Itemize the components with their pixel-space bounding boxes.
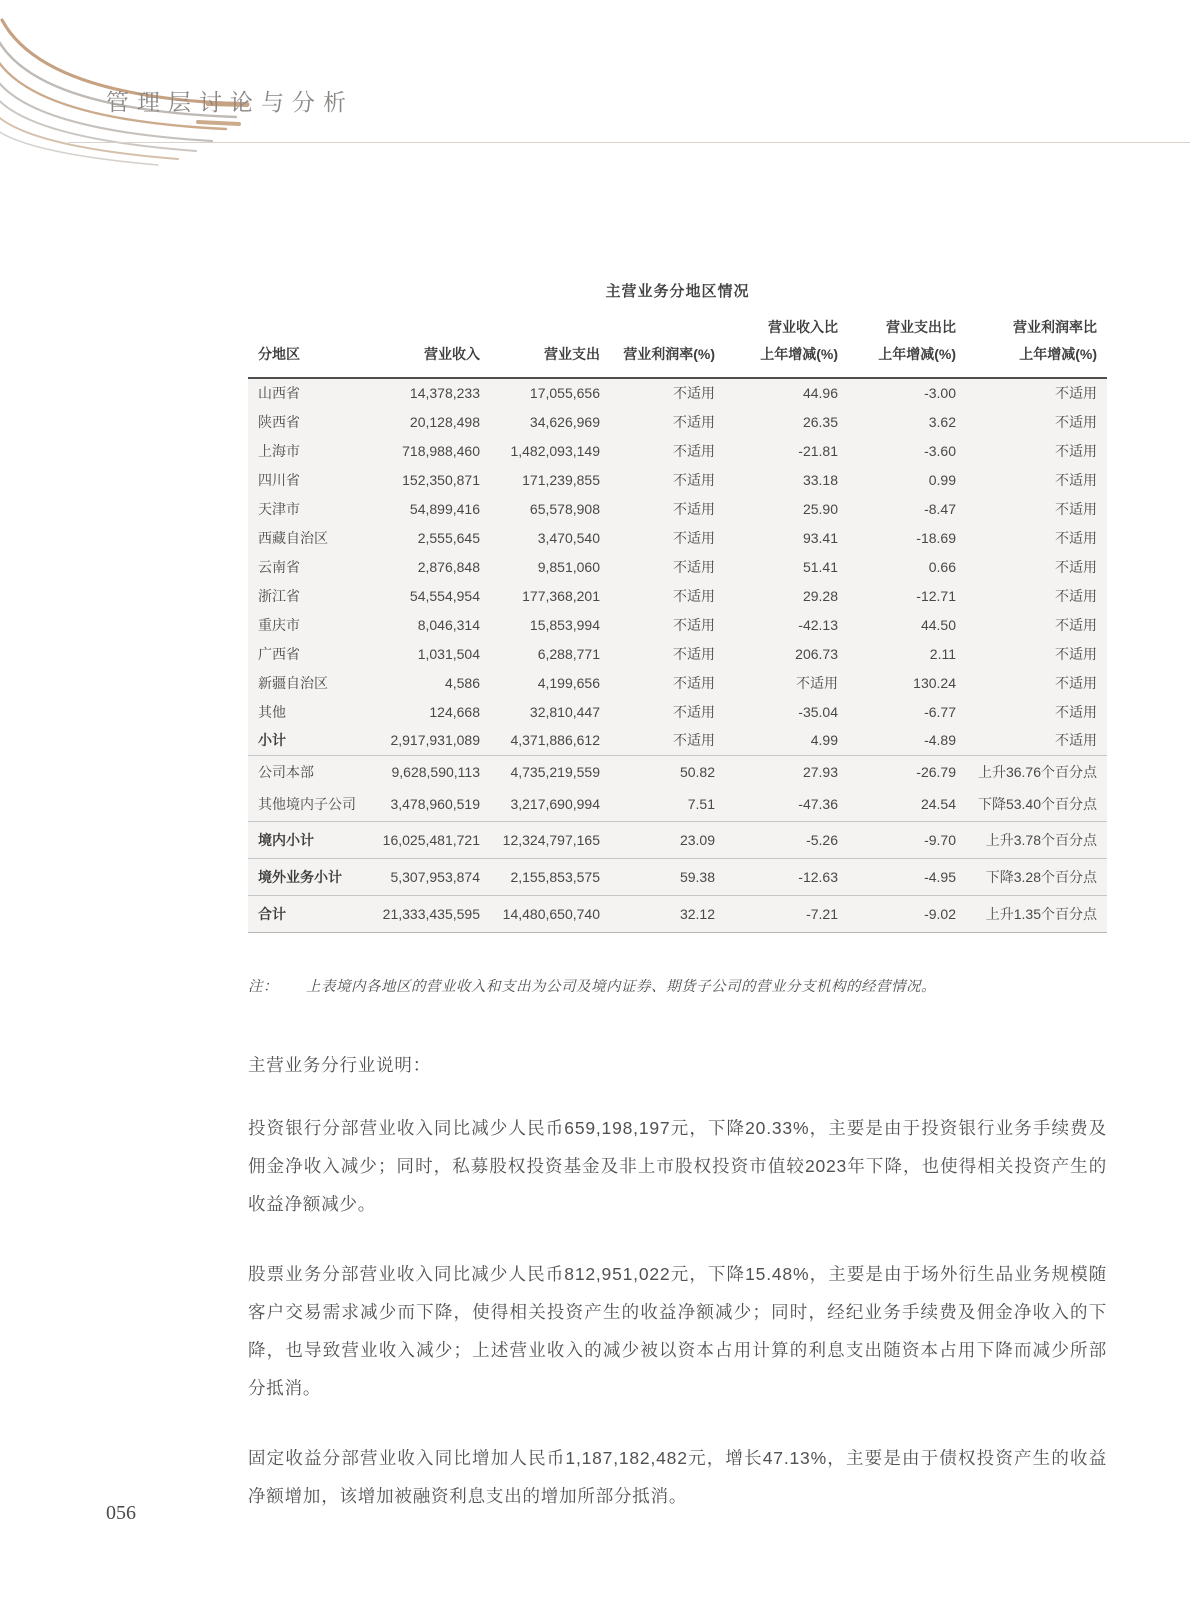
- note-text: 上表境内各地区的营业收入和支出为公司及境内证券、期货子公司的营业分支机构的经营情况。: [306, 978, 936, 995]
- value-cell: 0.99: [928, 471, 956, 488]
- value-cell: 152,350,871: [402, 471, 480, 488]
- value-cell: -12.63: [798, 868, 838, 885]
- value-cell: 下降3.28个百分点: [985, 868, 1097, 885]
- value-cell: 不适用: [673, 616, 715, 633]
- value-cell: 25.90: [802, 500, 838, 517]
- value-cell: 上升1.35个百分点: [985, 905, 1097, 922]
- value-cell: 不适用: [673, 413, 715, 430]
- table-row: [248, 895, 1107, 932]
- value-cell: 不适用: [1055, 529, 1097, 546]
- value-cell: 171,239,855: [522, 471, 600, 488]
- value-cell: -3.60: [924, 442, 956, 459]
- col-header-region: 分地区: [258, 346, 300, 362]
- value-cell: 下降53.40个百分点: [977, 796, 1097, 813]
- value-cell: -42.13: [798, 616, 838, 633]
- col-header-revenue: 营业收入: [424, 346, 480, 362]
- region-name-cell: 浙江省: [258, 587, 300, 604]
- value-cell: 23.09: [679, 831, 715, 848]
- table-row: [248, 821, 1107, 858]
- region-name-cell: 天津市: [258, 500, 300, 517]
- value-cell: 3,217,690,994: [510, 796, 600, 813]
- table-row: [248, 407, 1107, 436]
- value-cell: 5,307,953,874: [390, 868, 480, 885]
- industry-section-heading: 主营业务分行业说明：: [248, 1054, 431, 1075]
- value-cell: 不适用: [673, 732, 715, 749]
- value-cell: 65,578,908: [529, 500, 600, 517]
- value-cell: 7.51: [687, 796, 715, 813]
- value-cell: 4,371,886,612: [510, 732, 600, 749]
- value-cell: 不适用: [1055, 674, 1097, 691]
- value-cell: 不适用: [673, 529, 715, 546]
- table-row: [248, 755, 1107, 788]
- region-name-cell: 新疆自治区: [258, 674, 328, 691]
- region-name-cell: 云南省: [258, 558, 300, 575]
- value-cell: 2,917,931,089: [390, 732, 480, 749]
- region-table-header: [248, 308, 1107, 378]
- value-cell: 59.38: [679, 868, 715, 885]
- value-cell: 16,025,481,721: [382, 831, 480, 848]
- value-cell: 51.41: [802, 558, 838, 575]
- value-cell: 718,988,460: [402, 442, 480, 459]
- value-cell: 2.11: [929, 645, 956, 662]
- value-cell: 32,810,447: [529, 703, 600, 720]
- region-name-cell: 境外业务小计: [258, 868, 342, 885]
- value-cell: 4,199,656: [537, 674, 600, 691]
- paragraph-investment-banking: 投资银行分部营业收入同比减少人民币659,198,197元，下降20.33%，主要是由于投资银行业务手续费及佣金净收入减少；同时，私募股权投资基金及非上市股权投资市值较2023年下降，也使得相关投资产生的收益净额减少。: [248, 1117, 1107, 1214]
- value-cell: 不适用: [1055, 732, 1097, 749]
- col-header-margin-yoy: 营业利润率比 上年增减(%): [1013, 319, 1097, 362]
- value-cell: 21,333,435,595: [382, 905, 480, 922]
- table-row: [248, 726, 1107, 755]
- table-row: [248, 858, 1107, 895]
- value-cell: 不适用: [673, 703, 715, 720]
- value-cell: 27.93: [802, 763, 838, 780]
- value-cell: 不适用: [1055, 616, 1097, 633]
- value-cell: 不适用: [1055, 385, 1097, 401]
- value-cell: 50.82: [679, 763, 715, 780]
- region-name-cell: 上海市: [258, 442, 300, 459]
- value-cell: 130.24: [913, 674, 956, 691]
- region-name-cell: 四川省: [258, 471, 300, 488]
- value-cell: 44.50: [920, 616, 956, 633]
- value-cell: -9.70: [924, 831, 956, 848]
- value-cell: 不适用: [1055, 413, 1097, 430]
- col-header-revenue-yoy: 营业收入比 上年增减(%): [760, 319, 838, 362]
- header-divider: [68, 142, 1190, 143]
- value-cell: 1,482,093,149: [510, 442, 600, 459]
- value-cell: 2,155,853,575: [510, 868, 600, 885]
- value-cell: -8.47: [924, 500, 956, 517]
- table-row: [248, 523, 1107, 552]
- value-cell: 54,899,416: [409, 500, 480, 517]
- region-name-cell: 小计: [258, 732, 286, 749]
- value-cell: 26.35: [802, 413, 838, 430]
- table-row: [248, 436, 1107, 465]
- value-cell: 44.96: [802, 385, 838, 401]
- col-header-expense-yoy: 营业支出比 上年增减(%): [878, 319, 956, 362]
- table-row: [248, 668, 1107, 697]
- main-content: [248, 282, 1107, 1515]
- value-cell: 3,478,960,519: [390, 796, 480, 813]
- value-cell: 不适用: [1055, 703, 1097, 720]
- value-cell: 不适用: [673, 645, 715, 662]
- value-cell: 15,853,994: [529, 616, 600, 633]
- value-cell: 8,046,314: [417, 616, 480, 633]
- value-cell: -4.95: [924, 868, 956, 885]
- value-cell: 29.28: [802, 587, 838, 604]
- value-cell: 3,470,540: [537, 529, 600, 546]
- value-cell: -12.71: [916, 587, 956, 604]
- value-cell: -47.36: [798, 796, 838, 813]
- value-cell: 不适用: [673, 587, 715, 604]
- value-cell: 2,555,645: [417, 529, 480, 546]
- value-cell: 4,735,219,559: [510, 763, 600, 780]
- value-cell: 6,288,771: [537, 645, 600, 662]
- region-name-cell: 陕西省: [258, 413, 300, 430]
- value-cell: 不适用: [1055, 500, 1097, 517]
- value-cell: -5.26: [806, 831, 838, 848]
- value-cell: 4.99: [810, 732, 838, 749]
- value-cell: 206.73: [795, 645, 838, 662]
- value-cell: 12,324,797,165: [502, 831, 600, 848]
- value-cell: 不适用: [796, 674, 838, 691]
- table-note: [248, 975, 1107, 996]
- value-cell: 24.54: [920, 796, 956, 813]
- value-cell: -35.04: [798, 703, 838, 720]
- col-header-expense: 营业支出: [544, 346, 600, 362]
- value-cell: 32.12: [679, 905, 715, 922]
- paragraph-fixed-income: 固定收益分部营业收入同比增加人民币1,187,182,482元，增长47.13%，主要是由于债权投资产生的收益净额增加，该增加被融资利息支出的增加所部分抵消。: [248, 1447, 1107, 1506]
- value-cell: 33.18: [802, 471, 838, 488]
- page-number: 056: [106, 1502, 136, 1524]
- value-cell: 4,586: [444, 674, 480, 691]
- table-title: 主营业务分地区情况: [605, 283, 750, 300]
- value-cell: 上升3.78个百分点: [985, 831, 1097, 848]
- value-cell: 不适用: [1055, 442, 1097, 459]
- value-cell: 177,368,201: [522, 587, 600, 604]
- value-cell: 2,876,848: [417, 558, 480, 575]
- value-cell: 不适用: [1055, 558, 1097, 575]
- value-cell: -7.21: [806, 905, 838, 922]
- region-name-cell: 西藏自治区: [258, 529, 328, 546]
- note-label: 注：: [248, 978, 278, 995]
- table-row: [248, 788, 1107, 821]
- value-cell: 9,628,590,113: [391, 763, 480, 780]
- value-cell: 17,055,656: [529, 385, 600, 401]
- region-breakdown-table: [248, 308, 1107, 933]
- value-cell: -4.89: [924, 732, 956, 749]
- table-row: [248, 639, 1107, 668]
- value-cell: 14,378,233: [409, 385, 480, 401]
- value-cell: -9.02: [924, 905, 956, 922]
- region-name-cell: 其他: [258, 703, 286, 720]
- table-row: [248, 494, 1107, 523]
- region-name-cell: 境内小计: [258, 831, 314, 848]
- value-cell: -6.77: [924, 703, 956, 720]
- table-row: [248, 697, 1107, 726]
- value-cell: 不适用: [673, 558, 715, 575]
- value-cell: 不适用: [673, 385, 715, 401]
- value-cell: 0.66: [928, 558, 956, 575]
- value-cell: 不适用: [1055, 587, 1097, 604]
- value-cell: 不适用: [673, 674, 715, 691]
- col-header-margin: 营业利润率(%): [623, 346, 715, 362]
- value-cell: 3.62: [928, 413, 956, 430]
- region-name-cell: 广西省: [258, 645, 300, 662]
- value-cell: 34,626,969: [529, 413, 600, 430]
- value-cell: 不适用: [1055, 471, 1097, 488]
- table-row: [248, 552, 1107, 581]
- value-cell: 不适用: [673, 442, 715, 459]
- value-cell: 不适用: [1055, 645, 1097, 662]
- region-name-cell: 山西省: [258, 385, 300, 401]
- value-cell: -26.79: [916, 763, 956, 780]
- value-cell: 124,668: [429, 703, 480, 720]
- paragraph-equities: 股票业务分部营业收入同比减少人民币812,951,022元，下降15.48%，主要是由于场外衍生品业务规模随客户交易需求减少而下降，使得相关投资产生的收益净额减少；同时，经纪业务手续费及佣金净收入的下降，也导致营业收入减少；上述营业收入的减少被以资本占用计算的利息支出随资本占用下降而减少所部分抵消。: [248, 1263, 1107, 1398]
- value-cell: 14,480,650,740: [502, 905, 600, 922]
- region-name-cell: 合计: [258, 905, 286, 922]
- table-row: [248, 378, 1107, 407]
- region-table-body: [248, 378, 1107, 932]
- value-cell: 93.41: [802, 529, 838, 546]
- value-cell: 不适用: [673, 471, 715, 488]
- value-cell: -3.00: [924, 385, 956, 401]
- region-name-cell: 公司本部: [258, 763, 314, 780]
- page-title: 管理层讨论与分析: [106, 90, 354, 115]
- value-cell: 54,554,954: [409, 587, 480, 604]
- region-name-cell: 其他境内子公司: [258, 796, 356, 813]
- value-cell: 上升36.76个百分点: [977, 763, 1097, 780]
- value-cell: 1,031,504: [417, 645, 480, 662]
- value-cell: -21.81: [798, 442, 838, 459]
- region-name-cell: 重庆市: [258, 616, 300, 633]
- value-cell: 20,128,498: [409, 413, 480, 430]
- value-cell: 9,851,060: [537, 558, 600, 575]
- value-cell: -18.69: [916, 529, 956, 546]
- value-cell: 不适用: [673, 500, 715, 517]
- table-row: [248, 581, 1107, 610]
- table-row: [248, 610, 1107, 639]
- table-row: [248, 465, 1107, 494]
